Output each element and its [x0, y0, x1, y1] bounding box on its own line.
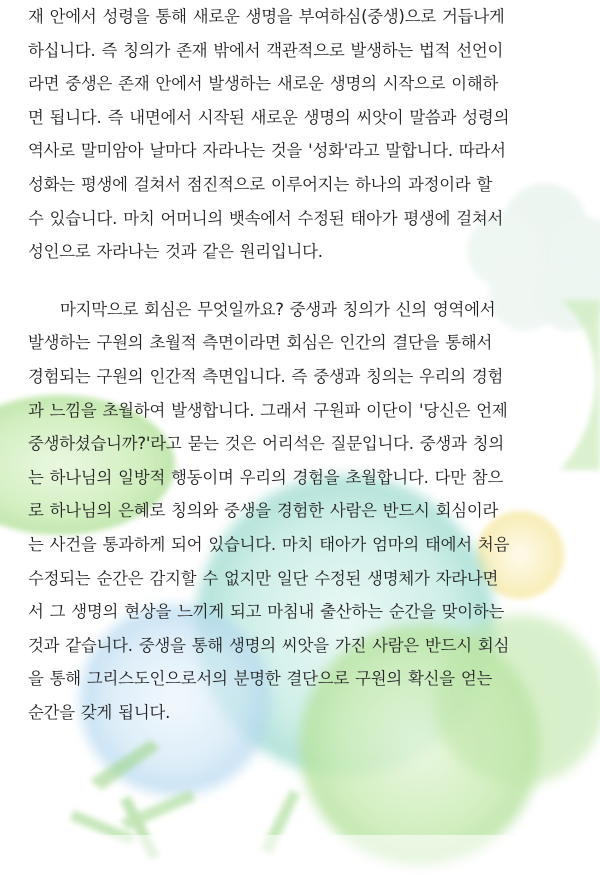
text-line: 을 통해 그리스도인으로서의 분명한 결단으로 구원의 확신을 얻는: [28, 669, 493, 689]
text-line: 수정되는 순간은 감지할 수 없지만 일단 수정된 생명체가 자라나면: [28, 568, 499, 588]
text-line: 는 하나님의 일방적 행동이며 우리의 경험을 초월합니다. 다만 참으: [28, 467, 504, 487]
text-line: 순간을 갖게 됩니다.: [28, 702, 171, 722]
text-line: 성인으로 자라나는 것과 같은 원리입니다.: [28, 242, 323, 262]
paragraph-1: [28, 0, 576, 269]
text-line: 는 사건을 통과하게 되어 있습니다. 마치 태아가 엄마의 태에서 처음: [28, 534, 510, 554]
text-line: 서 그 생명의 현상을 느끼게 되고 마침내 출산하는 순간을 맞이하는: [28, 602, 505, 622]
text-line: 발생하는 구원의 초월적 측면이라면 회심은 인간의 결단을 통해서: [28, 333, 493, 353]
text-line: 재 안에서 성령을 통해 새로운 생명을 부여하심(중생)으로 거듭나게: [28, 7, 505, 26]
text-line: 성화는 평생에 걸쳐서 점진적으로 이루어지는 하나의 과정이라 할: [28, 174, 493, 194]
text-line: 하십니다. 즉 칭의가 존재 밖에서 객관적으로 발생하는 법적 선언이: [28, 40, 504, 60]
text-line: 과 느낌을 초월하여 발생합니다. 그래서 구원파 이단이 '당신은 언제: [28, 400, 508, 420]
text-line: 중생하셨습니까?'라고 묻는 것은 어리석은 질문입니다. 중생과 칭의: [28, 434, 504, 454]
text-line: 역사로 말미암아 날마다 자라나는 것을 '성화'라고 말합니다. 따라서: [28, 141, 506, 161]
body-text: [28, 0, 576, 729]
text-line: 면 됩니다. 즉 내면에서 시작된 새로운 생명의 씨앗이 말씀과 성령의: [28, 107, 510, 127]
paragraph-2: [28, 293, 576, 730]
text-line: 로 하나님의 은혜로 칭의와 중생을 경험한 사람은 반드시 회심이라: [28, 501, 499, 521]
text-line: 수 있습니다. 마치 어머니의 뱃속에서 수정된 태아가 평생에 걸쳐서: [28, 208, 504, 228]
text-line: 마지막으로 회심은 무엇일까요? 중생과 칭의가 신의 영역에서: [60, 299, 496, 319]
text-line: 것과 같습니다. 중생을 통해 생명의 씨앗을 가진 사람은 반드시 회심: [28, 635, 510, 655]
text-line: 경험되는 구원의 인간적 측면입니다. 즉 중생과 칭의는 우리의 경험: [28, 366, 504, 386]
text-line: 라면 중생은 존재 안에서 발생하는 새로운 생명의 시작으로 이해하: [28, 74, 499, 94]
